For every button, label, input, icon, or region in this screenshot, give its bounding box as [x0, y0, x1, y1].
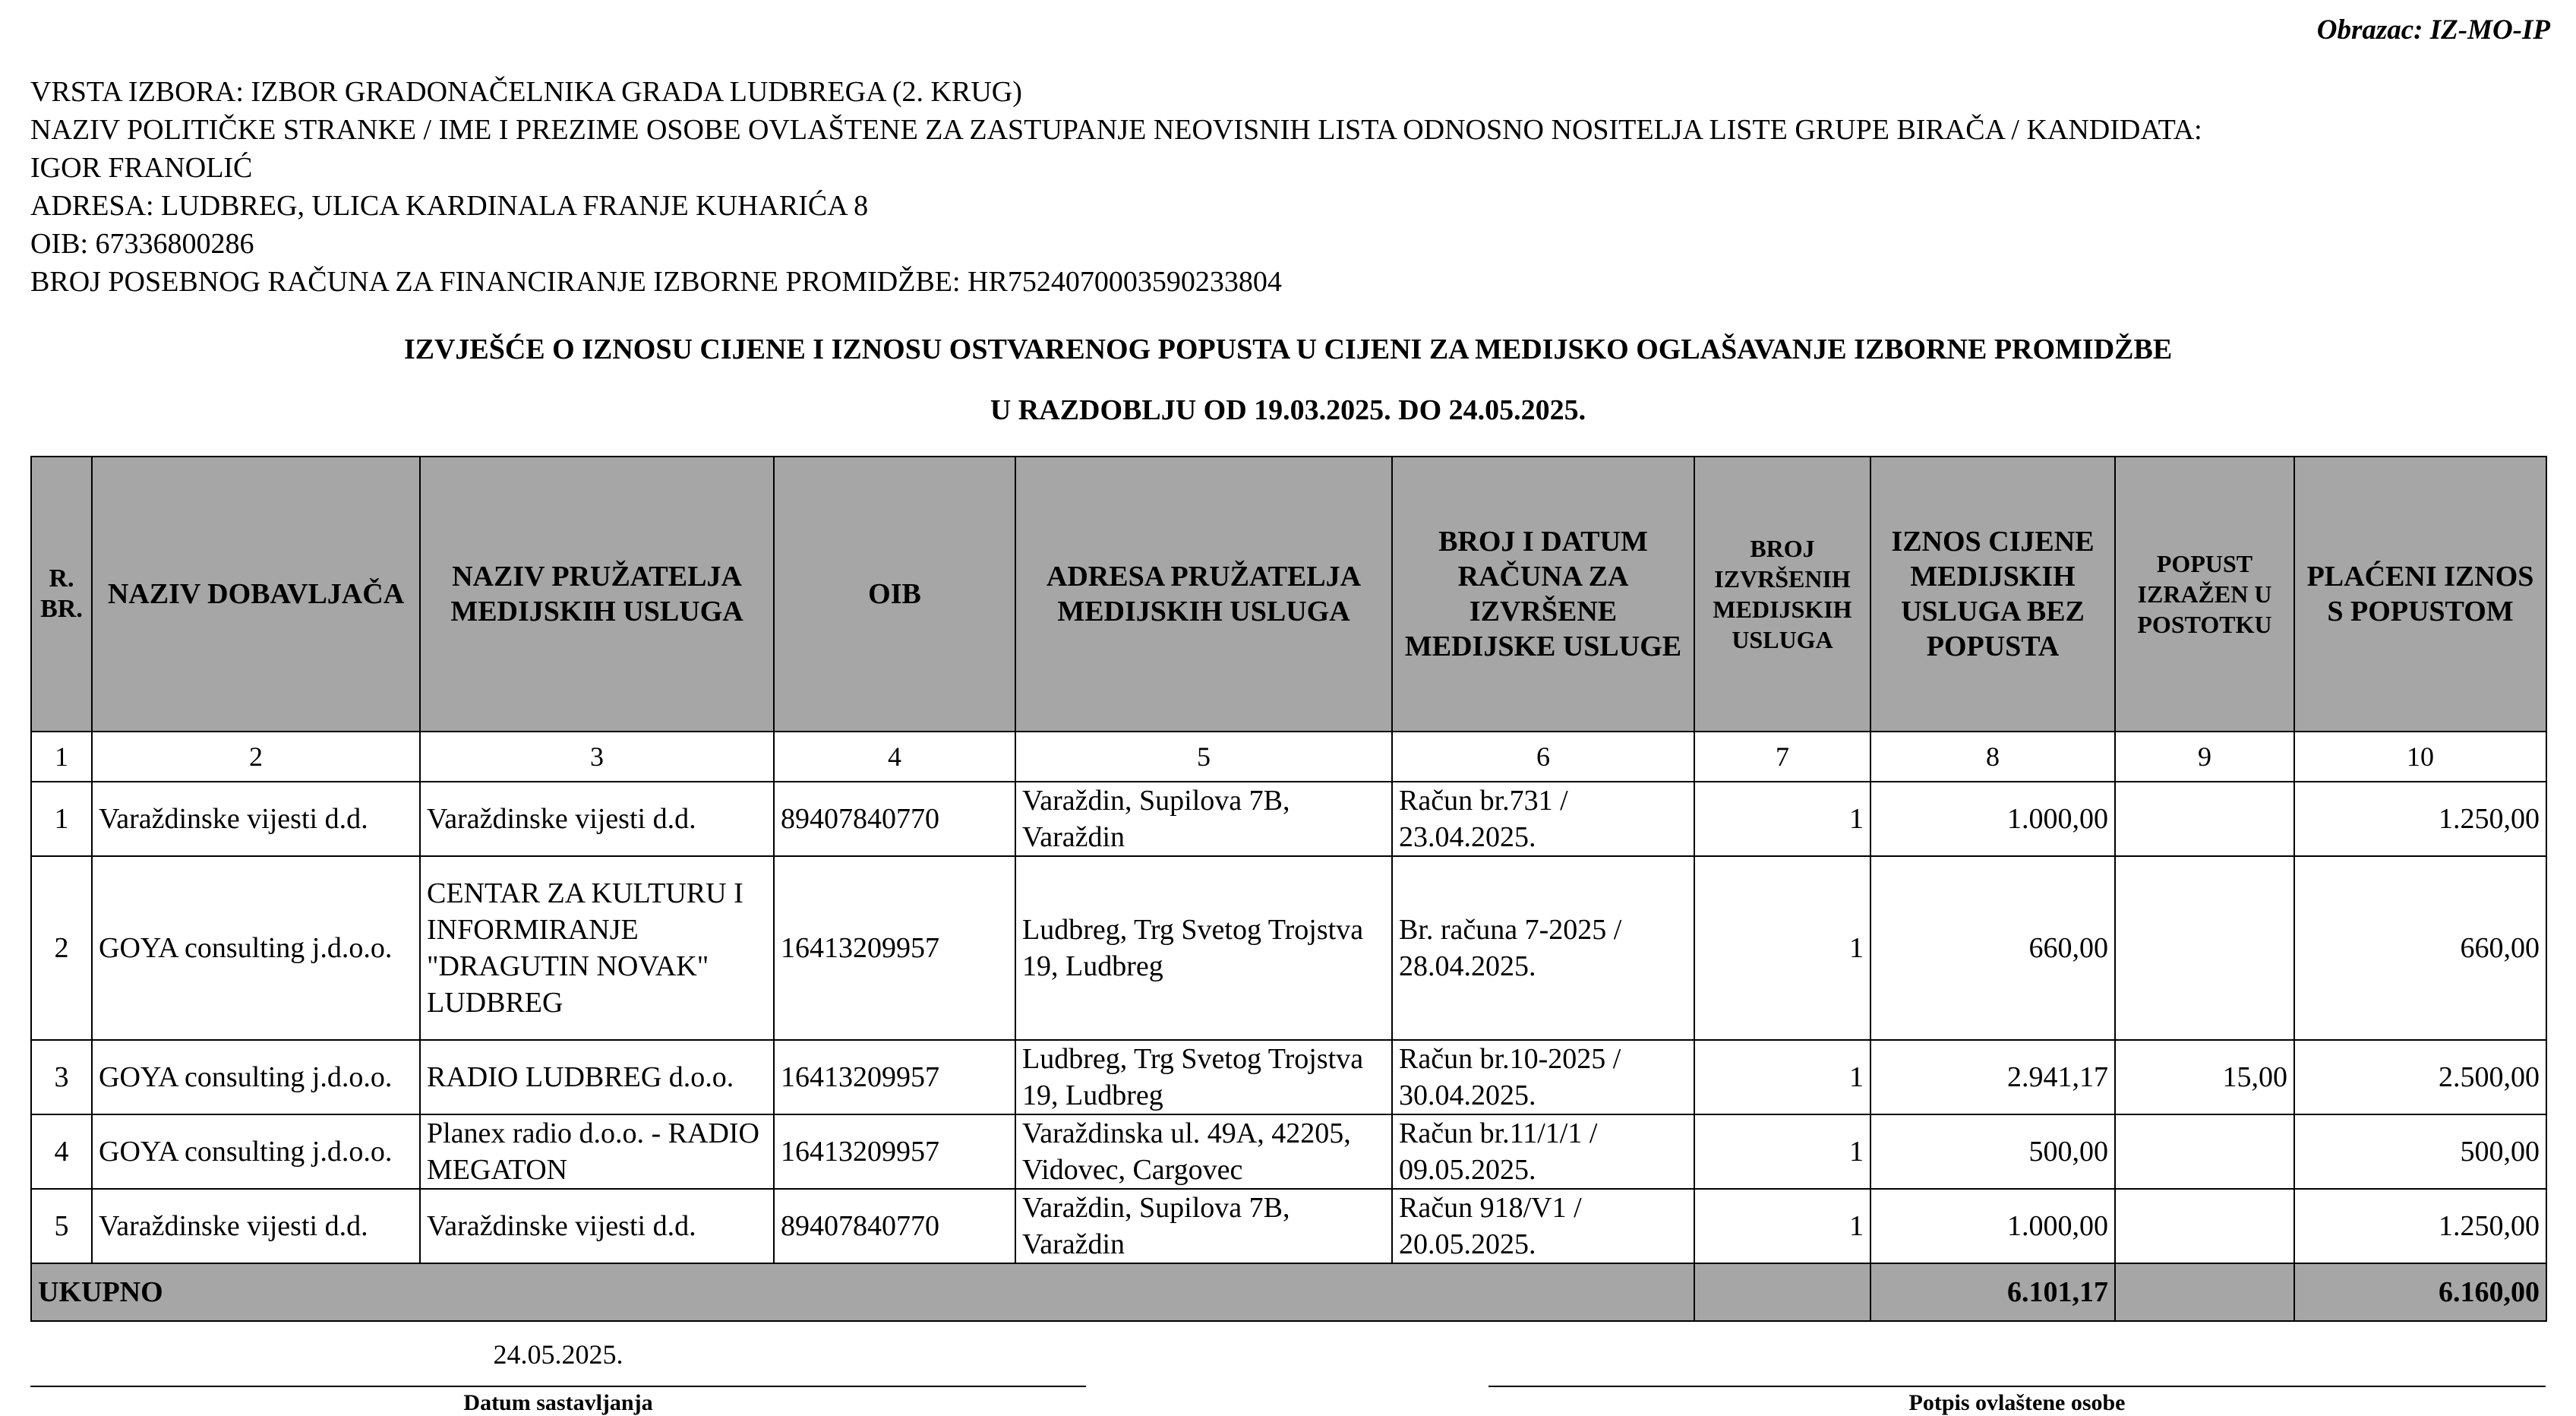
cell-provider: RADIO LUDBREG d.o.o.: [420, 1040, 774, 1114]
column-number: 8: [1870, 732, 2115, 782]
cell-provider: Varaždinske vijesti d.d.: [420, 1189, 774, 1263]
media-advertising-table: [30, 456, 2547, 1322]
cell-supplier: GOYA consulting j.d.o.o.: [92, 1114, 420, 1189]
cell-price: 1.000,00: [1870, 1189, 2115, 1263]
cell-discount: [2115, 782, 2294, 856]
table-row: [31, 1040, 2546, 1114]
cell-discount: 15,00: [2115, 1040, 2294, 1114]
cell-count: 1: [1694, 1040, 1870, 1114]
cell-count: 1: [1694, 782, 1870, 856]
col-header-discount: POPUST IZRAŽEN U POSTOTKU: [2115, 457, 2294, 732]
col-header-paid: PLAĆENI IZNOS S POPUSTOM: [2294, 457, 2546, 732]
cell-paid: 660,00: [2294, 856, 2546, 1040]
report-title: IZVJEŠĆE O IZNOSU CIJENE I IZNOSU OSTVARENOG POPUSTA U CIJENI ZA MEDIJSKO OGLAŠAVANJE IZBORNE PROMIDŽBE: [403, 333, 2173, 365]
cell-supplier: Varaždinske vijesti d.d.: [92, 1189, 420, 1263]
column-number: 7: [1694, 732, 1870, 782]
cell-invoice: Račun br.11/1/1 / 09.05.2025.: [1392, 1114, 1694, 1189]
candidate-name: IGOR FRANOLIĆ: [30, 152, 253, 184]
cell-address: Varaždinska ul. 49A, 42205, Vidovec, Cargovec: [1015, 1114, 1392, 1189]
cell-count: 1: [1694, 1189, 1870, 1263]
cell-provider: Varaždinske vijesti d.d.: [420, 782, 774, 856]
table-row: [31, 782, 2546, 856]
cell-oib: 89407840770: [774, 782, 1015, 856]
header-block: [30, 73, 2202, 301]
cell-paid: 1.250,00: [2294, 782, 2546, 856]
column-number: 2: [92, 732, 420, 782]
total-row: [31, 1263, 2546, 1321]
col-header-invoice: BROJ I DATUM RAČUNA ZA IZVRŠENE MEDIJSKE USLUGE: [1392, 457, 1694, 732]
cell-address: Ludbreg, Trg Svetog Trojstva 19, Ludbreg: [1015, 1040, 1392, 1114]
column-number: 6: [1392, 732, 1694, 782]
column-number: 10: [2294, 732, 2546, 782]
cell-provider: CENTAR ZA KULTURU I INFORMIRANJE "DRAGUTIN NOVAK" LUDBREG: [420, 856, 774, 1040]
cell-discount: [2115, 1189, 2294, 1263]
col-header-address: ADRESA PRUŽATELJA MEDIJSKIH USLUGA: [1015, 457, 1392, 732]
cell-paid: 500,00: [2294, 1114, 2546, 1189]
cell-price: 1.000,00: [1870, 782, 2115, 856]
authorized-signature-line: [1488, 1386, 2546, 1387]
col-header-oib: OIB: [774, 457, 1015, 732]
cell-provider: Planex radio d.o.o. - RADIO MEGATON: [420, 1114, 774, 1189]
column-number: 5: [1015, 732, 1392, 782]
cell-supplier: GOYA consulting j.d.o.o.: [92, 856, 420, 1040]
form-code: Obrazac: IZ-MO-IP: [2316, 14, 2550, 46]
cell-invoice: Br. računa 7-2025 / 28.04.2025.: [1392, 856, 1694, 1040]
cell-rbr: 5: [31, 1189, 92, 1263]
cell-price: 500,00: [1870, 1114, 2115, 1189]
compilation-date: 24.05.2025.: [493, 1339, 623, 1370]
signature-label: Potpis ovlaštene osobe: [1908, 1390, 2126, 1415]
total-price: 6.101,17: [1870, 1263, 2115, 1321]
date-signature-line: [30, 1386, 1086, 1387]
header-row: [31, 457, 2546, 732]
cell-supplier: Varaždinske vijesti d.d.: [92, 782, 420, 856]
col-header-price: IZNOS CIJENE MEDIJSKIH USLUGA BEZ POPUSTA: [1870, 457, 2115, 732]
cell-invoice: Račun br.731 / 23.04.2025.: [1392, 782, 1694, 856]
cell-price: 660,00: [1870, 856, 2115, 1040]
col-header-rbr: R. BR.: [31, 457, 92, 732]
cell-price: 2.941,17: [1870, 1040, 2115, 1114]
cell-paid: 2.500,00: [2294, 1040, 2546, 1114]
cell-rbr: 2: [31, 856, 92, 1040]
cell-rbr: 4: [31, 1114, 92, 1189]
column-number: 1: [31, 732, 92, 782]
cell-oib: 16413209957: [774, 1040, 1015, 1114]
col-header-provider: NAZIV PRUŽATELJA MEDIJSKIH USLUGA: [420, 457, 774, 732]
cell-supplier: GOYA consulting j.d.o.o.: [92, 1040, 420, 1114]
cell-address: Varaždin, Supilova 7B, Varaždin: [1015, 782, 1392, 856]
column-number-row: [31, 732, 2546, 782]
total-paid: 6.160,00: [2294, 1263, 2546, 1321]
column-number: 4: [774, 732, 1015, 782]
cell-rbr: 1: [31, 782, 92, 856]
cell-invoice: Račun 918/V1 / 20.05.2025.: [1392, 1189, 1694, 1263]
candidate-oib: OIB: 67336800286: [30, 228, 254, 260]
total-discount: [2115, 1263, 2294, 1321]
cell-oib: 89407840770: [774, 1189, 1015, 1263]
date-label: Datum sastavljanja: [463, 1390, 653, 1415]
party-label: NAZIV POLITIČKE STRANKE / IME I PREZIME OSOBE OVLAŠTENE ZA ZASTUPANJE NEOVISNIH LISTA ODNOSNO NOSITELJA LISTE GRUPE BIRAČA / KANDIDATA:: [30, 114, 2202, 146]
col-header-count: BROJ IZVRŠENIH MEDIJSKIH USLUGA: [1694, 457, 1870, 732]
cell-address: Ludbreg, Trg Svetog Trojstva 19, Ludbreg: [1015, 856, 1392, 1040]
cell-paid: 1.250,00: [2294, 1189, 2546, 1263]
cell-address: Varaždin, Supilova 7B, Varaždin: [1015, 1189, 1392, 1263]
cell-discount: [2115, 856, 2294, 1040]
column-number: 3: [420, 732, 774, 782]
table-row: [31, 856, 2546, 1040]
cell-oib: 16413209957: [774, 856, 1015, 1040]
table-row: [31, 1114, 2546, 1189]
report-period: U RAZDOBLJU OD 19.03.2025. DO 24.05.2025.: [990, 394, 1586, 426]
cell-oib: 16413209957: [774, 1114, 1015, 1189]
total-label: UKUPNO: [31, 1263, 1694, 1321]
cell-discount: [2115, 1114, 2294, 1189]
total-count: [1694, 1263, 1870, 1321]
column-number: 9: [2115, 732, 2294, 782]
cell-count: 1: [1694, 1114, 1870, 1189]
table-row: [31, 1189, 2546, 1263]
election-type: VRSTA IZBORA: IZBOR GRADONAČELNIKA GRADA LUDBREGA (2. KRUG): [30, 76, 1022, 108]
cell-count: 1: [1694, 856, 1870, 1040]
col-header-supplier: NAZIV DOBAVLJAČA: [92, 457, 420, 732]
cell-rbr: 3: [31, 1040, 92, 1114]
campaign-account: BROJ POSEBNOG RAČUNA ZA FINANCIRANJE IZBORNE PROMIDŽBE: HR7524070003590233804: [30, 266, 1282, 298]
cell-invoice: Račun br.10-2025 / 30.04.2025.: [1392, 1040, 1694, 1114]
candidate-address: ADRESA: LUDBREG, ULICA KARDINALA FRANJE KUHARIĆA 8: [30, 190, 869, 222]
